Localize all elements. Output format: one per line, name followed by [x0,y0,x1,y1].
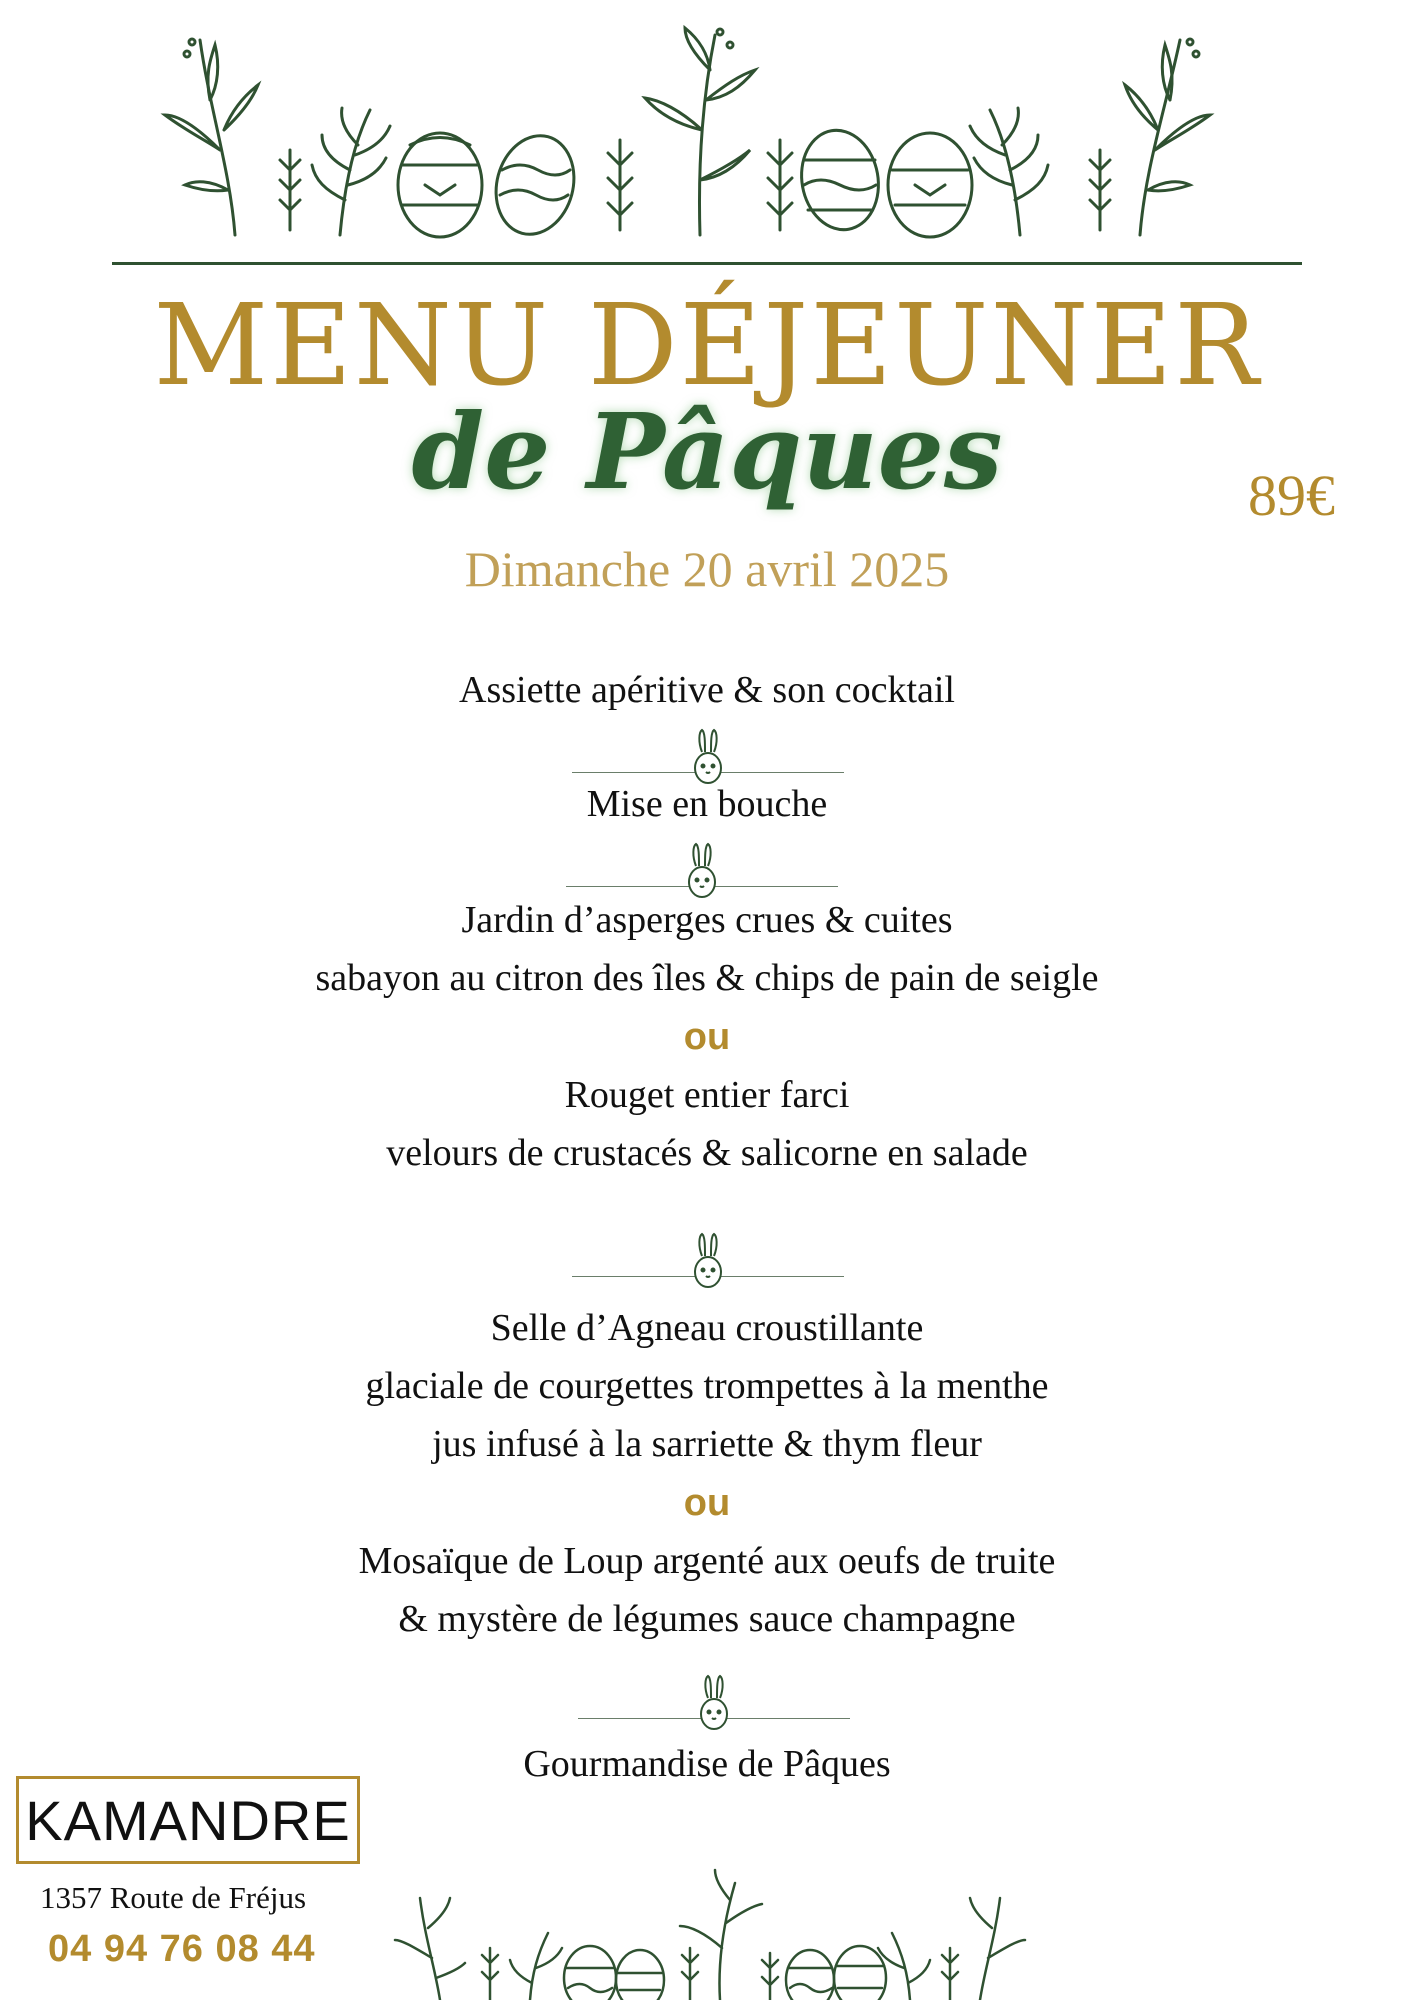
starter-2-title: Rouget entier farci [564,1074,850,1116]
main-1-desc-1: glaciale de courgettes trompettes à la menthe [365,1365,1049,1407]
bunny-egg-icon [685,842,719,898]
or-label: ou [683,1016,731,1058]
easter-eggs-leaves-top-icon [140,20,1280,250]
menu-date: Dimanche 20 avril 2025 [464,541,950,597]
starter-1-desc: sabayon au citron des îles & chips de pain de seigle [315,957,1099,999]
course-amuse: Mise en bouche [586,783,828,825]
divider [566,842,838,902]
main-1-title: Selle d’Agneau croustillante [490,1307,924,1349]
restaurant-logo: KAMANDRE [16,1776,360,1864]
main-2-title: Mosaïque de Loup argenté aux oeufs de truite [358,1540,1056,1582]
bunny-egg-icon [697,1674,731,1730]
divider [572,728,844,788]
main-2-desc: & mystère de légumes sauce champagne [398,1598,1016,1640]
easter-eggs-leaves-bottom-icon [390,1868,1030,2000]
main-1-desc-2: jus infusé à la sarriette & thym fleur [432,1423,982,1465]
bunny-egg-icon [691,1232,725,1288]
bunny-egg-icon [691,728,725,784]
top-rule [112,262,1302,265]
divider [572,1232,844,1292]
course-dessert: Gourmandise de Pâques [523,1743,891,1785]
course-aperitif: Assiette apéritive & son cocktail [459,669,955,711]
starter-1-title: Jardin d’asperges crues & cuites [461,899,953,941]
starter-2-desc: velours de crustacés & salicorne en salade [386,1132,1028,1174]
restaurant-address: 1357 Route de Fréjus [40,1880,307,1915]
menu-price: 89€ [1248,463,1335,528]
divider [578,1674,850,1734]
menu-title: MENU DÉJEUNER [153,281,1261,411]
or-label: ou [683,1482,731,1524]
menu-subtitle: de Pâques [411,390,1003,513]
restaurant-phone[interactable]: 04 94 76 08 44 [48,1928,316,1970]
